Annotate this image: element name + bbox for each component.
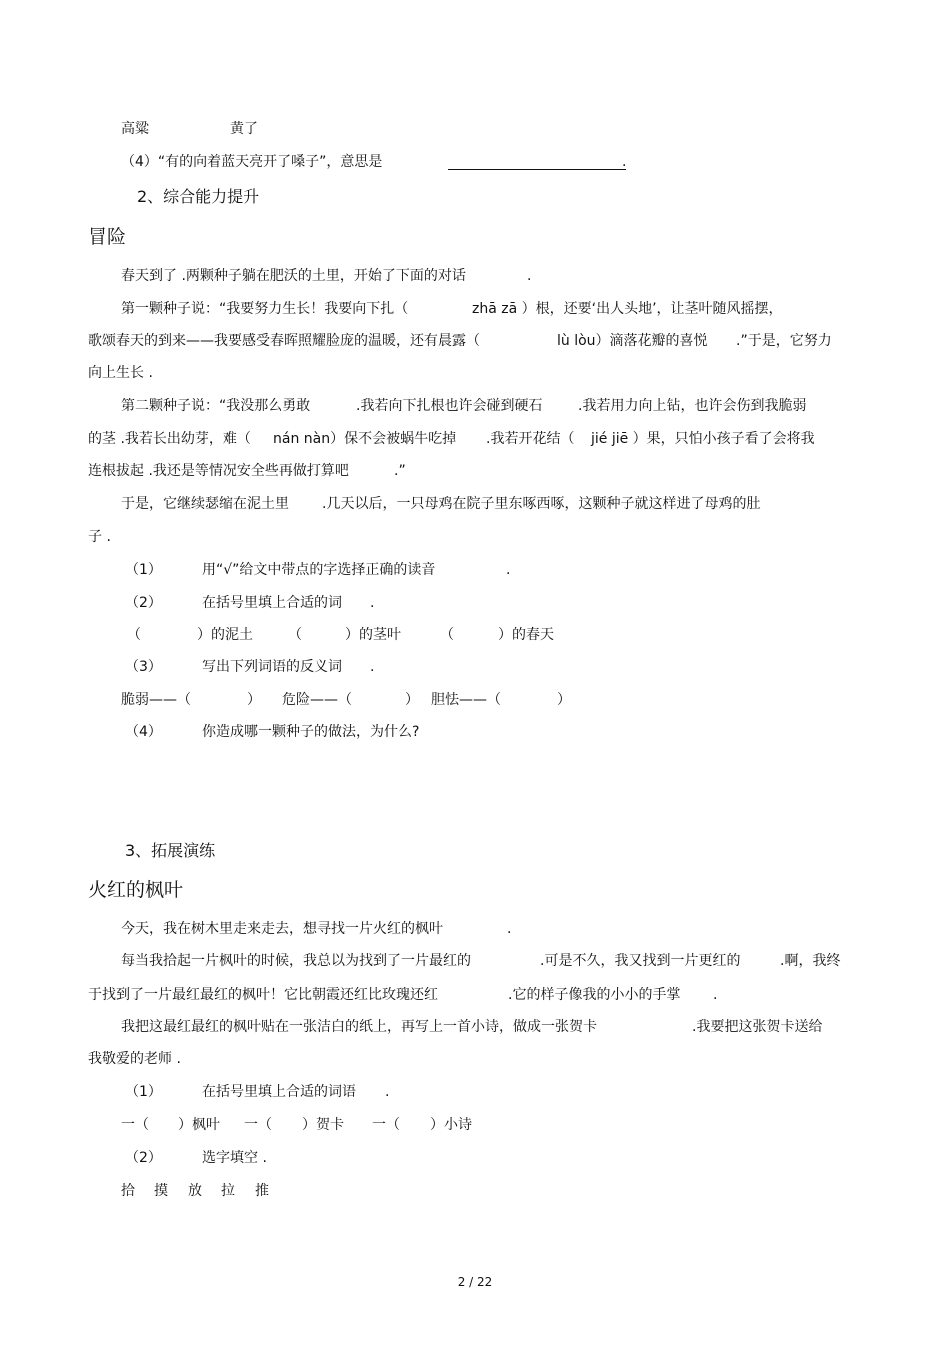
text: .它的样子像我的小小的手掌: [508, 987, 681, 1003]
question-text: 在括号里填上合适的词: [202, 595, 342, 611]
text: .: [370, 659, 375, 675]
story-title-text: 冒险: [88, 226, 127, 248]
word: 高粱: [121, 121, 149, 137]
question-text: 在括号里填上合适的词语: [202, 1084, 356, 1100]
text: zhā zā ）根，还要‘出人头地’，让茎叶随风摇摆，: [472, 301, 783, 317]
text: 第二颗种子说：“我没那么勇敢: [121, 398, 311, 414]
text: 歌颂春天的到来——我要感受春晖照耀脸庞的温暖，还有晨露（: [88, 333, 480, 349]
text: 我把这最红最红的枫叶贴在一张洁白的纸上，再写上一首小诗，做成一张贺卡: [121, 1019, 597, 1035]
period: .: [622, 154, 627, 170]
text: .几天以后，一只母鸡在院子里东啄西啄，这颗种子就这样进了母鸡的肚: [322, 496, 761, 512]
text: jié jiē ）果，只怕小孩子看了会将我: [591, 431, 815, 447]
question-text: 选字填空 .: [202, 1150, 267, 1166]
text: .我若用力向上钻，也许会伤到我脆弱: [578, 398, 807, 414]
text: （: [440, 627, 454, 643]
text: 每当我拾起一片枫叶的时候，我总以为找到了一片最红的: [121, 953, 471, 969]
question-number: （3）: [125, 659, 162, 675]
text: ）枫叶: [178, 1117, 220, 1133]
text: 的茎 .我若长出幼芽，难（: [88, 431, 251, 447]
question-number: （1）: [125, 1084, 162, 1100]
text: .: [527, 268, 532, 284]
question-text: 写出下列词语的反义词: [202, 659, 342, 675]
text: ）小诗: [430, 1117, 472, 1133]
question-number: （1）: [125, 562, 162, 578]
section-heading-text: 3、拓展演练: [125, 841, 216, 860]
text: nán nàn）保不会被蜗牛吃掉: [273, 431, 457, 447]
text: 我敬爱的老师 .: [88, 1051, 181, 1067]
text: ）的春天: [498, 627, 554, 643]
text: .: [506, 562, 511, 578]
question-text: 用“√”给文中带点的字选择正确的读音: [202, 562, 436, 578]
char-choice: 拾: [121, 1183, 135, 1199]
char-choice: 摸: [154, 1183, 168, 1199]
question-number: （4）: [125, 724, 162, 740]
page-number: 2 / 22: [457, 1275, 493, 1289]
text: 第一颗种子说：“我要努力生长！我要向下扎（: [121, 301, 409, 317]
text: .啊，我终: [780, 953, 841, 969]
char-choice: 推: [255, 1183, 269, 1199]
text: （: [288, 627, 302, 643]
answer-blank: [448, 169, 626, 170]
text: 连根拔起 .我还是等情况安全些再做打算吧: [88, 463, 349, 479]
text: .可是不久，我又找到一片更红的: [540, 953, 741, 969]
question-text: 你造成哪一颗种子的做法，为什么?: [202, 724, 420, 740]
text: 脆弱——（: [121, 692, 191, 708]
text: 于找到了一片最红最红的枫叶！它比朝霞还红比玫瑰还红: [88, 987, 438, 1003]
text: lù lòu）滴落花瓣的喜悦: [557, 333, 708, 349]
story-title-text: 火红的枫叶: [88, 879, 184, 901]
text: .”: [394, 463, 406, 479]
question-number: （2）: [125, 595, 162, 611]
text: .我若开花结（: [486, 431, 575, 447]
text: 向上生长 .: [88, 365, 153, 381]
text: .: [713, 987, 718, 1003]
question-number: （2）: [125, 1150, 162, 1166]
word: 黄了: [230, 121, 258, 137]
text: 于是，它继续瑟缩在泥土里: [121, 496, 289, 512]
text: ）的泥土: [197, 627, 253, 643]
section-heading-text: 2、综合能力提升: [137, 187, 260, 206]
text: 一（: [244, 1117, 272, 1133]
text: 胆怯——（: [431, 692, 501, 708]
text: ）: [405, 692, 419, 708]
text: 今天，我在树木里走来走去，想寻找一片火红的枫叶: [121, 921, 443, 937]
text: .: [507, 921, 512, 937]
text: ）的茎叶: [345, 627, 401, 643]
text: ）贺卡: [302, 1117, 344, 1133]
text: 子 .: [88, 529, 111, 545]
text: ）: [557, 692, 571, 708]
text: （: [127, 627, 141, 643]
text: .我要把这张贺卡送给: [692, 1019, 823, 1035]
char-choice: 拉: [221, 1183, 235, 1199]
text: ）: [247, 692, 261, 708]
text: 一（: [121, 1117, 149, 1133]
text: .: [385, 1084, 390, 1100]
text: 危险——（: [282, 692, 352, 708]
char-choice: 放: [188, 1183, 202, 1199]
text: 春天到了 .两颗种子躺在肥沃的土里，开始了下面的对话: [121, 268, 466, 284]
question-text: （4）“有的向着蓝天亮开了嗓子”，意思是: [121, 154, 383, 170]
text: 一（: [372, 1117, 400, 1133]
text: .: [370, 595, 375, 611]
text: .我若向下扎根也许会碰到硬石: [356, 398, 543, 414]
text: .”于是，它努力: [736, 333, 832, 349]
